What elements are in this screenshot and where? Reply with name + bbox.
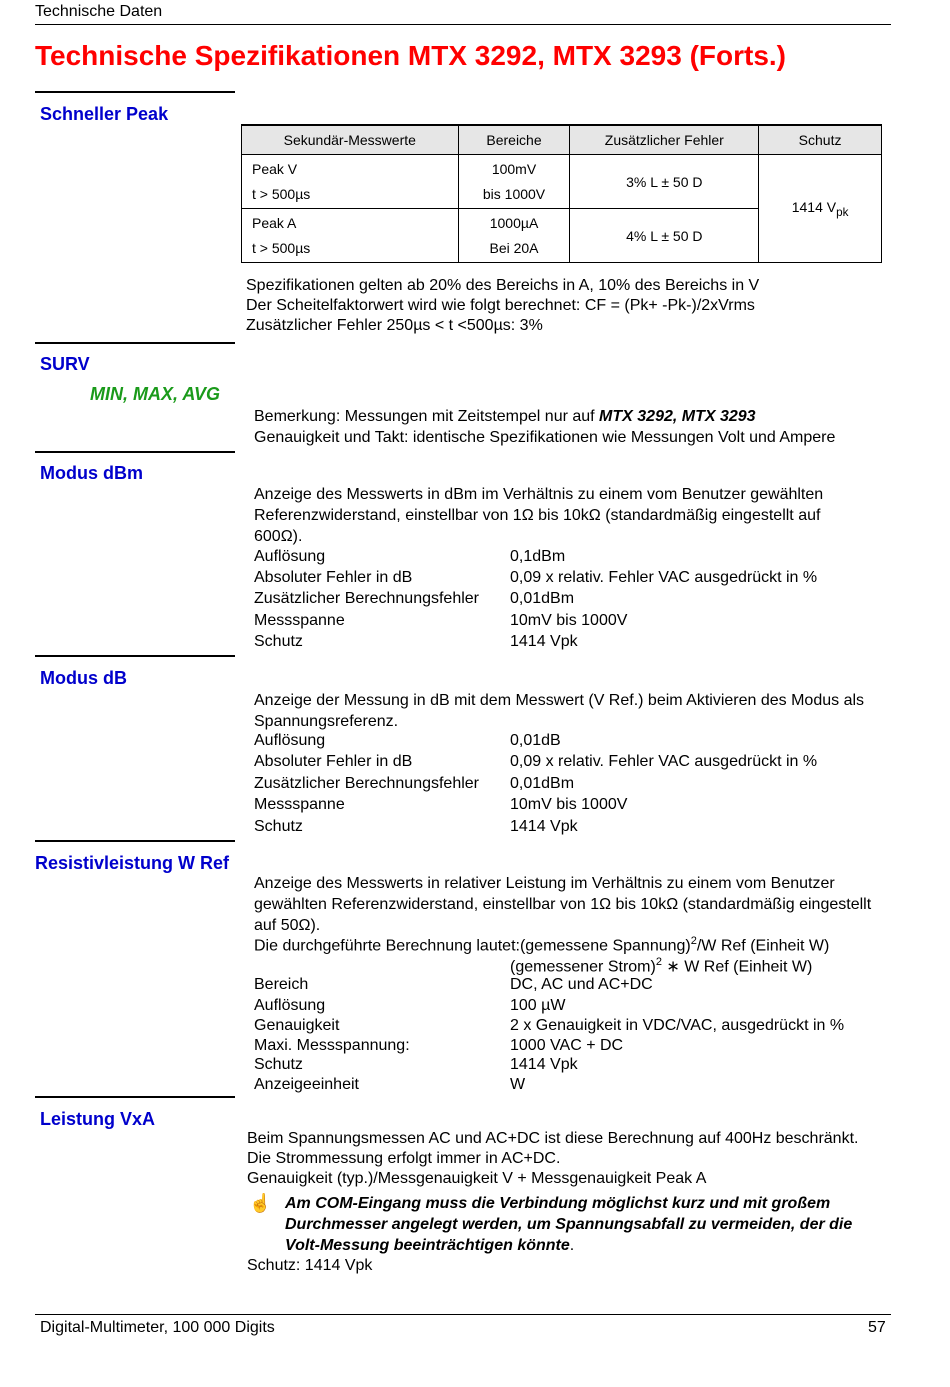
spec-value: 0,01dBm bbox=[510, 775, 575, 792]
calc-text: ∗ W Ref (Einheit W) bbox=[661, 958, 813, 976]
spec-label: Schutz bbox=[254, 633, 303, 650]
note-line: Spezifikationen gelten ab 20% des Bereichs in A, 10% des Bereichs in V bbox=[246, 277, 760, 294]
measure-condition: t > 500µs bbox=[252, 185, 311, 202]
section-heading-dbm: Modus dBm bbox=[40, 463, 143, 483]
wref-description bbox=[254, 873, 871, 936]
spec-label: Messspanne bbox=[254, 796, 345, 813]
spec-value: 10mV bis 1000V bbox=[510, 612, 628, 629]
calc-text: /W Ref (Einheit W) bbox=[696, 937, 830, 955]
table-header-cell: Sekundär-Messwerte bbox=[242, 125, 459, 155]
remark-text: Bemerkung: Messungen mit Zeitstempel nur auf bbox=[254, 408, 600, 425]
surv-line: Genauigkeit und Takt: identische Spezifikationen wie Messungen Volt und Ampere bbox=[254, 429, 836, 446]
spec-label: Zusätzlicher Berechnungsfehler bbox=[254, 590, 480, 607]
spec-row bbox=[254, 1056, 578, 1074]
spec-label: Anzeigeeinheit bbox=[254, 1076, 359, 1093]
vxa-schutz: Schutz: 1414 Vpk bbox=[247, 1257, 373, 1274]
section-heading-schneller-peak: Schneller Peak bbox=[40, 104, 169, 124]
calc-text: (gemessener Strom) bbox=[510, 958, 656, 976]
desc-line: 600Ω). bbox=[254, 528, 303, 545]
remark-models: MTX 3292, MTX 3293 bbox=[599, 408, 756, 425]
spec-label: Absoluter Fehler in dB bbox=[254, 569, 413, 586]
footer-rule bbox=[35, 1314, 891, 1315]
spec-row bbox=[254, 612, 628, 630]
spec-value: 0,01dBm bbox=[510, 590, 575, 607]
footer-title: Digital-Multimeter, 100 000 Digits bbox=[40, 1319, 275, 1336]
vxa-line: Beim Spannungsmessen AC und AC+DC ist diese Berechnung auf 400Hz beschränkt. bbox=[247, 1130, 859, 1147]
table-cell-error: 4% L ± 50 D bbox=[570, 209, 759, 263]
range-value: 100mV bbox=[491, 160, 537, 177]
spec-label: Genauigkeit bbox=[254, 1017, 340, 1034]
desc-line: auf 50Ω). bbox=[254, 917, 321, 934]
spec-value: DC, AC und AC+DC bbox=[510, 976, 653, 993]
spec-label: Auflösung bbox=[254, 732, 326, 749]
calc-line bbox=[254, 935, 829, 955]
range-value: Bei 20A bbox=[489, 239, 539, 256]
spec-row bbox=[254, 753, 818, 771]
spec-row bbox=[254, 1076, 526, 1094]
spec-row bbox=[254, 732, 561, 750]
section-rule bbox=[35, 1096, 235, 1098]
spec-label: Zusätzlicher Berechnungsfehler bbox=[254, 775, 480, 792]
spec-label: Maxi. Messspannung: bbox=[254, 1037, 410, 1054]
note-line bbox=[285, 1235, 852, 1256]
calc-line bbox=[510, 956, 812, 976]
note-line: Am COM-Eingang muss die Verbindung möglichst kurz und mit großem bbox=[285, 1195, 831, 1212]
spec-row bbox=[254, 590, 575, 608]
desc-line: Referenzwiderstand, einstellbar von 1Ω bis 10kΩ (standardmäßig eingestellt auf bbox=[254, 507, 821, 524]
schutz-value: 1414 V bbox=[791, 198, 837, 215]
spec-row bbox=[254, 997, 566, 1015]
spec-label: Auflösung bbox=[254, 548, 326, 565]
vxa-text bbox=[247, 1129, 858, 1189]
spec-value: 10mV bis 1000V bbox=[510, 796, 628, 813]
spec-label: Absoluter Fehler in dB bbox=[254, 753, 413, 770]
vxa-note bbox=[285, 1193, 852, 1256]
section-heading-wref: Resistivleistung W Ref bbox=[35, 853, 230, 873]
spec-row bbox=[254, 818, 578, 836]
page-title: Technische Spezifikationen MTX 3292, MTX 3293 (Forts.) bbox=[35, 40, 787, 71]
spec-value: 0,01dB bbox=[510, 732, 561, 749]
peak-spec-table bbox=[241, 124, 882, 263]
spec-label: Schutz bbox=[254, 818, 303, 835]
table-cell-range bbox=[458, 209, 570, 263]
spec-row bbox=[254, 633, 578, 651]
section-rule bbox=[35, 342, 235, 344]
table-header-cell: Bereiche bbox=[458, 125, 570, 155]
spec-label: Messspanne bbox=[254, 612, 345, 629]
desc-line: Spannungsreferenz. bbox=[254, 713, 399, 730]
note-line: Durchmesser angelegt werden, um Spannungsabfall zu vermeiden, der die bbox=[285, 1216, 853, 1233]
note-line: Der Scheitelfaktorwert wird wie folgt berechnet: CF = (Pk+ -Pk-)/2xVrms bbox=[246, 297, 755, 314]
table-cell-range bbox=[458, 155, 570, 209]
measure-condition: t > 500µs bbox=[252, 239, 311, 256]
vxa-line: Genauigkeit (typ.)/Messgenauigkeit V + Messgenauigkeit Peak A bbox=[247, 1170, 707, 1187]
db-description bbox=[254, 690, 864, 732]
section-rule bbox=[35, 655, 235, 657]
table-row bbox=[242, 155, 882, 209]
desc-line: Anzeige der Messung in dB mit dem Messwert (V Ref.) beim Aktivieren des Modus als bbox=[254, 692, 865, 709]
header-rule bbox=[35, 24, 891, 25]
table-cell-schutz bbox=[759, 155, 882, 263]
note-line: Zusätzlicher Fehler 250µs < t <500µs: 3% bbox=[246, 317, 543, 334]
measure-label: Peak A bbox=[252, 214, 297, 231]
table-header-cell: Schutz bbox=[759, 125, 882, 155]
superscript: 2 bbox=[655, 956, 662, 968]
spec-value: 100 µW bbox=[510, 997, 566, 1014]
pointing-hand-icon: ☝ bbox=[249, 1193, 272, 1213]
dbm-description bbox=[254, 484, 823, 547]
spec-row bbox=[254, 775, 575, 793]
table-cell-measure bbox=[242, 155, 459, 209]
spec-value: 1414 Vpk bbox=[510, 818, 578, 835]
spec-label: Auflösung bbox=[254, 997, 326, 1014]
range-value: 1000µA bbox=[489, 214, 539, 231]
section-rule bbox=[35, 840, 235, 842]
superscript: 2 bbox=[690, 935, 697, 947]
vxa-line: Die Strommessung erfolgt immer in AC+DC. bbox=[247, 1150, 561, 1167]
spec-row bbox=[254, 796, 628, 814]
measure-label: Peak V bbox=[252, 160, 298, 177]
section-rule bbox=[35, 451, 235, 453]
note-text: Volt-Messung beeinträchtigen könnte bbox=[285, 1237, 570, 1254]
spec-row bbox=[254, 976, 653, 994]
spec-label: Schutz bbox=[254, 1056, 303, 1073]
page-number: 57 bbox=[868, 1319, 886, 1336]
spec-value: 1000 VAC + DC bbox=[510, 1037, 624, 1054]
spec-row bbox=[254, 1037, 624, 1055]
spec-value: 1414 Vpk bbox=[510, 633, 578, 650]
spec-row bbox=[254, 569, 818, 587]
range-value: bis 1000V bbox=[482, 185, 546, 202]
desc-line: Anzeige des Messwerts in dBm im Verhältnis zu einem vom Benutzer gewählten bbox=[254, 486, 824, 503]
section-heading-surv: SURV bbox=[40, 354, 90, 374]
section-rule bbox=[35, 91, 235, 93]
desc-line: Anzeige des Messwerts in relativer Leistung im Verhältnis zu einem vom Benutzer bbox=[254, 875, 835, 892]
calc-text: Die durchgeführte Berechnung lautet:(gemessene Spannung) bbox=[254, 937, 691, 955]
spec-value: 2 x Genauigkeit in VDC/VAC, ausgedrückt in % bbox=[510, 1017, 845, 1034]
peak-notes bbox=[246, 276, 759, 336]
running-header: Technische Daten bbox=[35, 3, 163, 20]
table-header-cell: Zusätzlicher Fehler bbox=[570, 125, 759, 155]
note-end: . bbox=[569, 1237, 575, 1254]
surv-text bbox=[254, 406, 835, 448]
table-cell-measure bbox=[242, 209, 459, 263]
spec-value: 0,09 x relativ. Fehler VAC ausgedrückt in % bbox=[510, 753, 818, 770]
surv-subheading: MIN, MAX, AVG bbox=[90, 384, 220, 404]
spec-row bbox=[254, 1017, 845, 1035]
table-cell-error: 3% L ± 50 D bbox=[570, 155, 759, 209]
schutz-subscript: pk bbox=[836, 205, 849, 219]
section-heading-db: Modus dB bbox=[40, 668, 127, 688]
spec-value: W bbox=[510, 1076, 526, 1093]
spec-value: 1414 Vpk bbox=[510, 1056, 578, 1073]
spec-label: Bereich bbox=[254, 976, 309, 993]
spec-row bbox=[254, 548, 566, 566]
spec-value: 0,09 x relativ. Fehler VAC ausgedrückt in % bbox=[510, 569, 818, 586]
spec-value: 0,1dBm bbox=[510, 548, 566, 565]
desc-line: gewählten Referenzwiderstand, einstellbar von 1Ω bis 10kΩ (standardmäßig eingestellt bbox=[254, 896, 872, 913]
surv-remark bbox=[254, 406, 835, 427]
table-header-row bbox=[242, 125, 882, 155]
section-heading-vxa: Leistung VxA bbox=[40, 1109, 156, 1129]
